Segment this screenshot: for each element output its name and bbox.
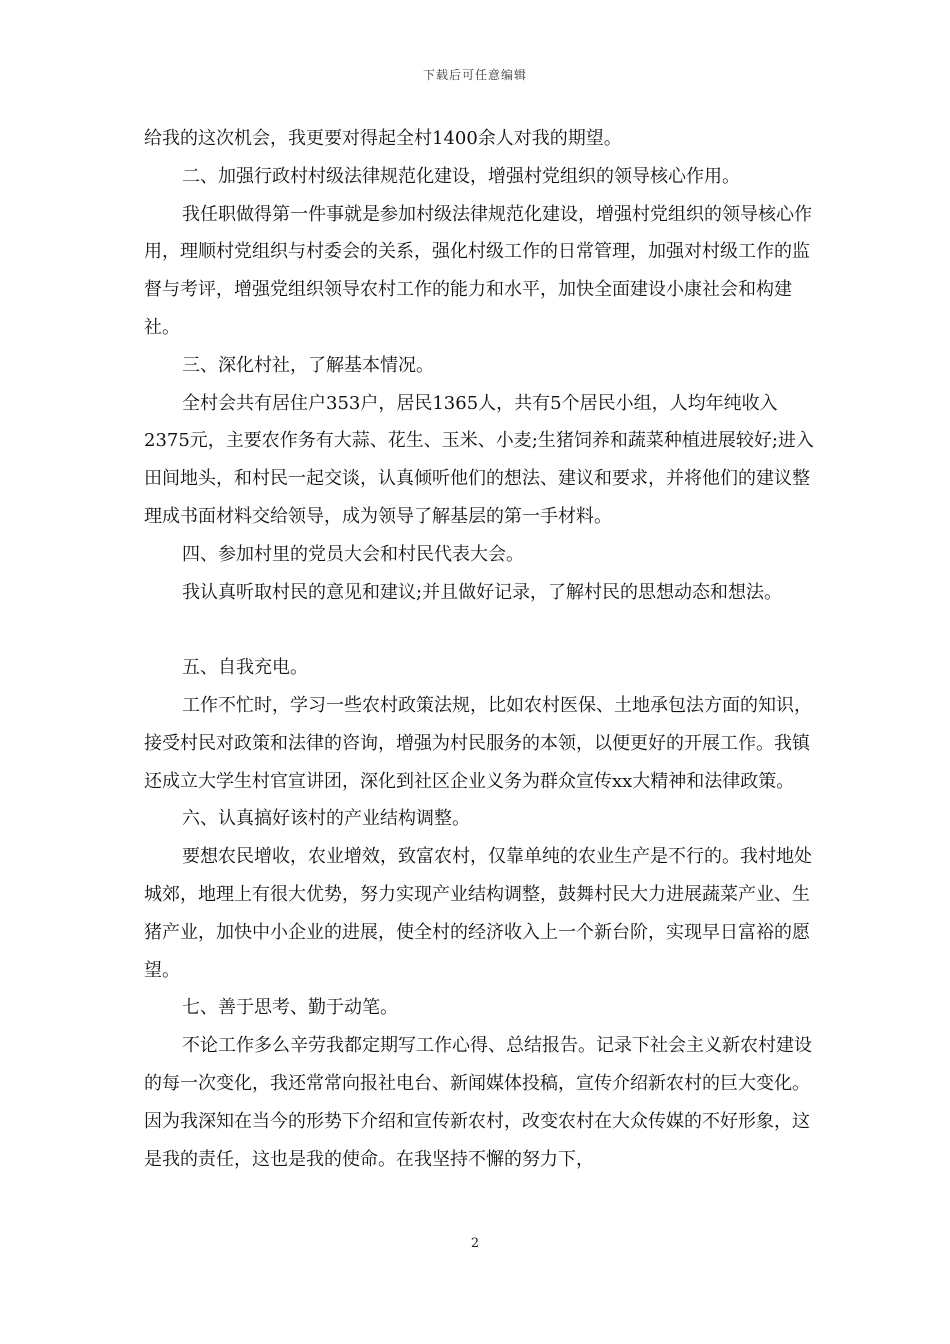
section-heading: 四、参加村里的党员大会和村民代表大会。 [182, 543, 524, 565]
paragraph: 给我的这次机会，我更要对得起全村1400余人对我的期望。 [144, 128, 622, 149]
page-number: 2 [470, 1236, 480, 1251]
paragraph: 全村会共有居住户353户，居民1365人，共有5个居民小组，人均年纯收入2375元，主要农作务有大蒜、花生、玉米、小麦;生猪饲养和蔬菜种植进展较好;进入田间地头，和村民一起交谈，认真倾听他们的想法、建议和要求，并将他们的建议整理成书面材料交给领导，成为领导了解基层的第一手材料。 [144, 392, 814, 527]
paragraph: 我任职做得第一件事就是参加村级法律规范化建设，增强村党组织的领导核心作用，理顺村党组织与村委会的关系，强化村级工作的日常管理，加强对村级工作的监督与考评，增强党组织领导农村工作的能力和水平，加快全面建设小康社会和构建社。 [144, 203, 812, 338]
section-heading: 二、加强行政村村级法律规范化建设，增强村党组织的领导核心作用。 [182, 165, 740, 187]
document-body [144, 120, 820, 1178]
section-heading: 六、认真搞好该村的产业结构调整。 [182, 808, 470, 830]
paragraph: 我认真听取村民的意见和建议;并且做好记录，了解村民的思想动态和想法。 [182, 581, 783, 603]
page-header: 下载后可任意编辑 [422, 68, 527, 82]
blank-line [144, 611, 820, 649]
paragraph: 不论工作多么辛劳我都定期写工作心得、总结报告。记录下社会主义新农村建设的每一次变化，我还常常向报社电台、新闻媒体投稿，宣传介绍新农村的巨大变化。因为我深知在当今的形势下介绍和宣传新农村，改变农村在大众传媒的不好形象，这是我的责任，这也是我的使命。在我坚持不懈的努力下， [144, 1035, 812, 1170]
section-heading: 五、自我充电。 [182, 657, 308, 679]
paragraph: 工作不忙时，学习一些农村政策法规，比如农村医保、土地承包法方面的知识，接受村民对政策和法律的咨询，增强为村民服务的本领，以便更好的开展工作。我镇还成立大学生村官宣讲团，深化到社区企业义务为群众宣传xx大精神和法律政策。 [144, 694, 812, 792]
section-heading: 七、善于思考、勤于动笔。 [182, 997, 398, 1019]
section-heading: 三、深化村社，了解基本情况。 [182, 354, 434, 376]
paragraph: 要想农民增收，农业增效，致富农村，仅靠单纯的农业生产是不行的。我村地处城郊，地理上有很大优势，努力实现产业结构调整，鼓舞村民大力进展蔬菜产业、生猪产业，加快中小企业的进展，使全村的经济收入上一个新台阶，实现早日富裕的愿望。 [144, 846, 812, 981]
